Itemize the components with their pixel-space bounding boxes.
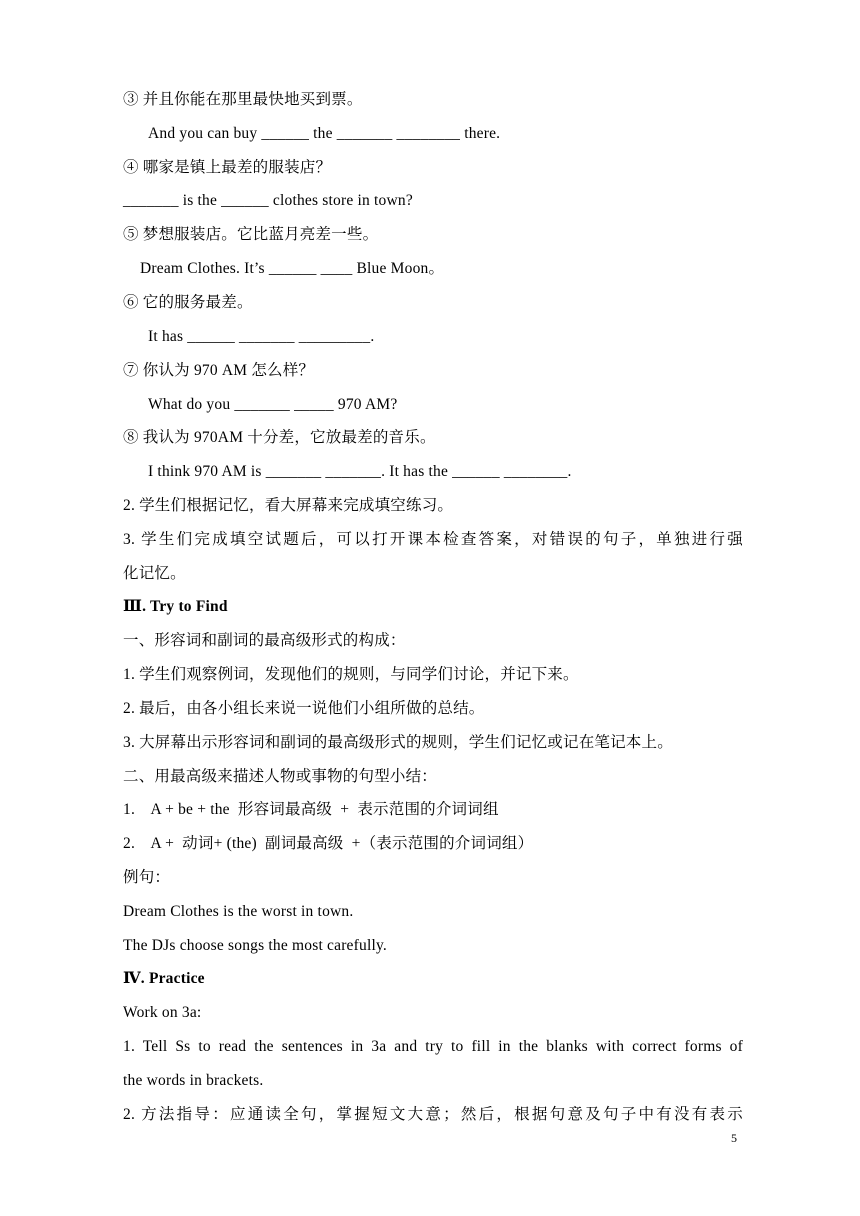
example-sentence-2: The DJs choose songs the most carefully. (123, 937, 387, 954)
work-on-3a: Work on 3a: (123, 1004, 202, 1021)
example-sentence-1: Dream Clothes is the worst in town. (123, 903, 354, 920)
subsection-2-heading: 二、用最高级来描述人物或事物的句型小结： (123, 768, 438, 785)
pattern-1: 1. A + be + the 形容词最高级 + 表示范围的介词词组 (123, 801, 499, 818)
section-3-heading: Ⅲ. Try to Find (123, 598, 228, 615)
step-3-text: 3. 学生们完成填空试题后，可以打开课本检查答案，对错误的句子，单独进行强 (123, 531, 743, 548)
practice-step-2: 2. 方法指导：应通读全句，掌握短文大意；然后，根据句意及句子中有没有表示 (123, 1106, 743, 1123)
subsection-1-heading: 一、形容词和副词的最高级形式的构成： (123, 632, 406, 649)
item-4-english: _______ is the ______ clothes store in town? (123, 192, 413, 209)
item-3-chinese: ③ 并且你能在那里最快地买到票。 (123, 91, 363, 108)
item-7-english: What do you _______ _____ 970 AM? (148, 396, 398, 413)
section-4-heading: Ⅳ. Practice (123, 970, 205, 987)
item-7-chinese: ⑦ 你认为 970 AM 怎么样？ (123, 362, 315, 379)
practice-step-1-cont: the words in brackets. (123, 1072, 264, 1089)
step-2-text: 2. 学生们根据记忆，看大屏幕来完成填空练习。 (123, 497, 454, 514)
page-number: 5 (731, 1131, 737, 1145)
item-5-chinese: ⑤ 梦想服装店。它比蓝月亮差一些。 (123, 226, 379, 243)
example-label: 例句： (123, 869, 171, 886)
find-step-1: 1. 学生们观察例词，发现他们的规则，与同学们讨论，并记下来。 (123, 666, 579, 683)
item-6-english: It has ______ _______ _________. (148, 328, 375, 345)
step-3-text-cont: 化记忆。 (123, 565, 186, 582)
item-8-chinese: ⑧ 我认为 970AM 十分差，它放最差的音乐。 (123, 429, 436, 446)
item-6-chinese: ⑥ 它的服务最差。 (123, 294, 253, 311)
item-4-chinese: ④ 哪家是镇上最差的服装店？ (123, 159, 332, 176)
practice-step-1: 1. Tell Ss to read the sentences in 3a and try to fill in the blanks with correct forms of (123, 1038, 743, 1055)
item-3-english: And you can buy ______ the _______ ________ there. (148, 125, 501, 142)
item-8-english: I think 970 AM is _______ _______. It has the ______ ________. (148, 463, 572, 480)
find-step-2: 2. 最后，由各小组长来说一说他们小组所做的总结。 (123, 700, 485, 717)
pattern-2: 2. A + 动词+ (the) 副词最高级 +（表示范围的介词词组） (123, 835, 534, 852)
item-5-english: Dream Clothes. It’s ______ ____ Blue Moon。 (140, 260, 445, 277)
find-step-3: 3. 大屏幕出示形容词和副词的最高级形式的规则，学生们记忆或记在笔记本上。 (123, 734, 673, 751)
